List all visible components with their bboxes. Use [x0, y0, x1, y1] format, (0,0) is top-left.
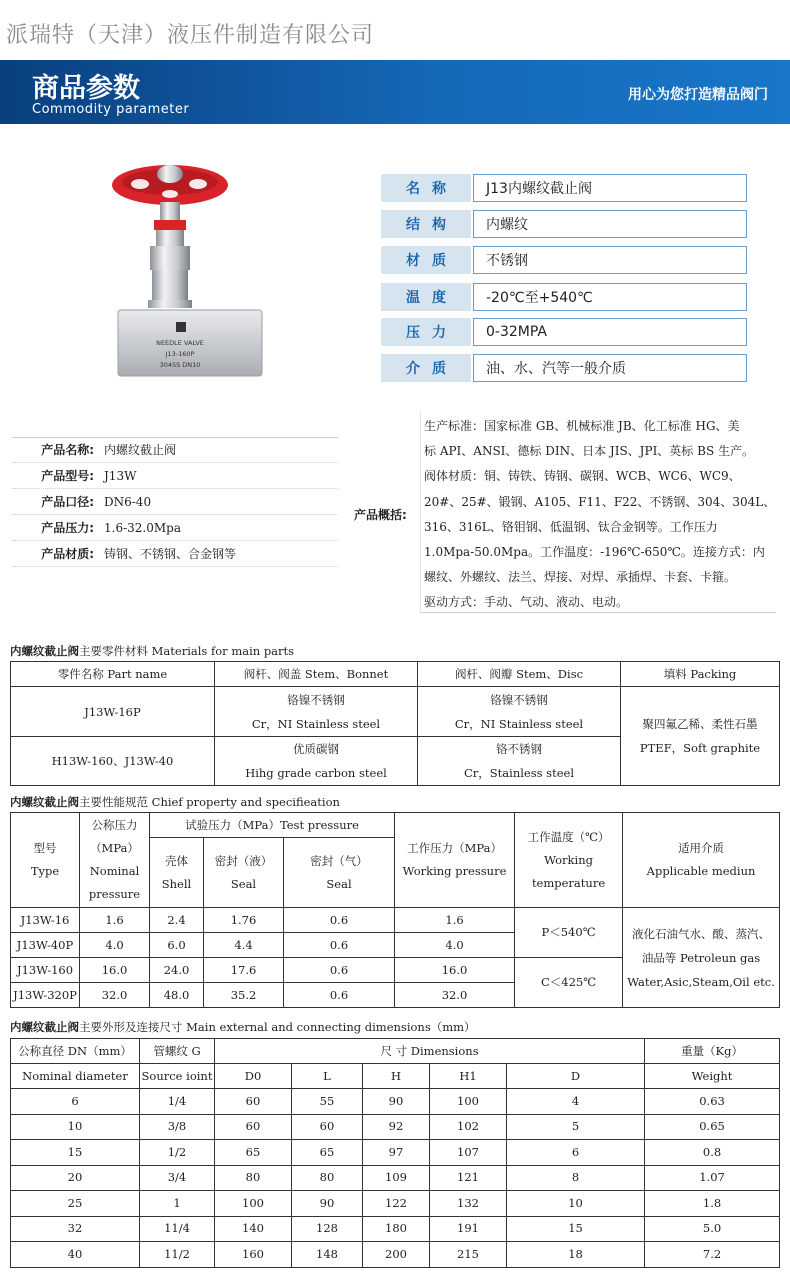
- overview-line: 标 API、ANSI、德标 DIN、日本 JIS、JPI、英标 BS 生产。: [424, 444, 754, 459]
- spec-title: [10, 794, 340, 810]
- company-name: 派瑞特（天津）液压件制造有限公司: [6, 23, 375, 48]
- info-value: J13W: [104, 468, 137, 483]
- param-label: 温度: [381, 283, 471, 311]
- table-cell: 90: [292, 1191, 363, 1217]
- table-cell: J13W-40P: [11, 933, 80, 958]
- valve-product-image: [110, 160, 270, 380]
- overview-line: 316、316L、铬钼钢、低温钢、钛合金钢等。工作压力: [424, 519, 718, 534]
- table-cell: 25: [11, 1191, 140, 1217]
- dims-title-bold: 内螺纹截止阀: [10, 1020, 79, 1034]
- table-header: 公称直径 DN（mm）: [11, 1039, 140, 1064]
- section-banner: [0, 60, 790, 124]
- table-cell: 1.8: [645, 1191, 780, 1217]
- divider: [420, 412, 421, 612]
- cell-line: Cr，Stainless steel: [464, 766, 574, 780]
- table-cell: 18: [507, 1242, 645, 1268]
- table-row: [11, 1165, 780, 1191]
- cell-line: Seal: [230, 876, 257, 891]
- table-row: [11, 1242, 780, 1268]
- table-header: 管螺纹 G: [140, 1039, 215, 1064]
- table-cell: 3/4: [140, 1165, 215, 1191]
- table-cell: 11/4: [140, 1216, 215, 1242]
- table-cell: 55: [292, 1089, 363, 1115]
- param-label: 名称: [381, 174, 471, 202]
- cell-line: 壳体: [165, 853, 188, 868]
- cell-line: Type: [30, 864, 60, 878]
- table-cell: 107: [430, 1140, 507, 1166]
- table-cell: 215: [430, 1242, 507, 1268]
- table-cell: 32.0: [395, 983, 515, 1008]
- table-cell: 132: [430, 1191, 507, 1217]
- table-row: [11, 1114, 780, 1140]
- info-row: [12, 515, 338, 541]
- materials-title-bold: 内螺纹截止阀: [10, 644, 79, 658]
- table-cell: [418, 737, 621, 786]
- table-cell: 80: [215, 1165, 292, 1191]
- table-cell: J13W-16P: [11, 687, 215, 737]
- table-header: Source ioint: [140, 1064, 215, 1089]
- table-cell: 128: [292, 1216, 363, 1242]
- table-cell: 1.07: [645, 1165, 780, 1191]
- table-header: 阀杆、阀盖 Stem、Bonnet: [215, 662, 418, 687]
- table-cell: 1/4: [140, 1089, 215, 1115]
- table-row: [11, 1191, 780, 1217]
- cell-line: Cr，NI Stainless steel: [251, 716, 381, 731]
- table-header: [395, 813, 515, 908]
- table-cell: 102: [430, 1114, 507, 1140]
- param-row-structure: [381, 210, 747, 238]
- table-cell: C＜425℃: [515, 958, 623, 1008]
- cell-line: （MPa）: [90, 841, 139, 855]
- spec-table: [10, 812, 780, 1008]
- table-header: Weight: [645, 1064, 780, 1089]
- param-value: 内螺纹: [473, 210, 747, 238]
- table-row: [11, 1089, 780, 1115]
- table-cell: 92: [363, 1114, 430, 1140]
- param-row-name: [381, 174, 747, 202]
- table-header: 重量（Kg）: [645, 1039, 780, 1064]
- param-label: 结构: [381, 210, 471, 238]
- cell-line: 铬镍不锈钢: [287, 692, 345, 707]
- cell-line: 工作压力（MPa）: [407, 841, 502, 855]
- cell-line: 密封（液）: [214, 853, 273, 868]
- valve-engraving-1: NEEDLE VALVE: [156, 339, 204, 347]
- table-header: [11, 813, 80, 908]
- table-row: [11, 908, 780, 933]
- cell-line: Nominal: [89, 864, 140, 878]
- table-cell: 1.76: [204, 908, 284, 933]
- overview-line: 螺纹、外螺纹、法兰、焊接、对焊、承插焊、卡套、卡箍。: [424, 570, 737, 585]
- table-cell: 0.63: [645, 1089, 780, 1115]
- param-value: 不锈钢: [473, 246, 747, 274]
- table-cell: 100: [215, 1191, 292, 1217]
- table-cell: 3/8: [140, 1114, 215, 1140]
- table-cell: 32: [11, 1216, 140, 1242]
- info-value: 铸钢、不锈钢、合金钢等: [104, 547, 237, 561]
- cell-line: Cr，NI Stainless steel: [454, 716, 584, 731]
- table-row: [11, 1216, 780, 1242]
- table-header: 零件名称 Part name: [11, 662, 215, 687]
- table-header: [150, 838, 204, 908]
- info-value: 内螺纹截止阀: [104, 443, 177, 457]
- table-cell: [215, 737, 418, 786]
- table-cell: 4.0: [395, 933, 515, 958]
- table-header: 试验压力（MPa）Test pressure: [150, 813, 395, 838]
- table-cell: 160: [215, 1242, 292, 1268]
- valve-engraving-2: J13-160P: [165, 350, 195, 358]
- table-cell: 6: [507, 1140, 645, 1166]
- table-row: [11, 1140, 780, 1166]
- table-cell: 1.6: [80, 908, 150, 933]
- info-value: 1.6-32.0Mpa: [104, 520, 181, 535]
- param-value: -20℃至+540℃: [473, 283, 747, 311]
- banner-title: 商品参数: [32, 73, 140, 104]
- info-row: [12, 437, 338, 463]
- table-cell: 200: [363, 1242, 430, 1268]
- table-cell: 65: [292, 1140, 363, 1166]
- valve-engraving-3: 304SS DN10: [159, 361, 201, 369]
- table-cell: 6.0: [150, 933, 204, 958]
- table-cell: 109: [363, 1165, 430, 1191]
- table-cell: 0.6: [284, 958, 395, 983]
- table-header: H: [363, 1064, 430, 1089]
- table-cell: 100: [430, 1089, 507, 1115]
- banner-subtitle: Commodity parameter: [32, 102, 190, 117]
- table-header: D0: [215, 1064, 292, 1089]
- cell-line: 公称压力: [91, 818, 138, 832]
- info-label: 产品名称:: [41, 443, 94, 457]
- table-cell: 90: [363, 1089, 430, 1115]
- info-value: DN6-40: [104, 494, 152, 509]
- materials-title-rest: 主要零件材料 Materials for main parts: [79, 644, 295, 658]
- table-cell: 60: [292, 1114, 363, 1140]
- table-cell: 60: [215, 1114, 292, 1140]
- table-cell: 17.6: [204, 958, 284, 983]
- cell-line: 铬镍不锈钢: [490, 692, 548, 707]
- divider: [420, 612, 776, 613]
- table-header: [80, 813, 150, 908]
- table-cell: 5.0: [645, 1216, 780, 1242]
- table-cell: 121: [430, 1165, 507, 1191]
- table-cell: 0.6: [284, 908, 395, 933]
- table-cell: 4: [507, 1089, 645, 1115]
- table-cell: 140: [215, 1216, 292, 1242]
- table-cell: 180: [363, 1216, 430, 1242]
- table-cell: 97: [363, 1140, 430, 1166]
- product-info-list: [12, 437, 338, 567]
- info-label: 产品压力:: [41, 521, 94, 535]
- cell-line: Working: [544, 852, 593, 867]
- param-row-medium: [381, 354, 747, 382]
- dims-title: [10, 1019, 476, 1035]
- table-cell: 15: [11, 1140, 140, 1166]
- table-cell: 4.0: [80, 933, 150, 958]
- table-cell: 6: [11, 1089, 140, 1115]
- cell-line: Working pressure: [402, 864, 507, 878]
- table-cell: 15: [507, 1216, 645, 1242]
- table-cell: J13W-320P: [11, 983, 80, 1008]
- info-label: 产品材质:: [41, 547, 94, 561]
- table-cell: H13W-160、J13W-40: [11, 737, 215, 786]
- table-cell: 122: [363, 1191, 430, 1217]
- table-header: [623, 813, 780, 908]
- info-row: [12, 489, 338, 515]
- overview-line: 生产标准：国家标准 GB、机械标准 JB、化工标准 HG、美: [424, 419, 740, 433]
- materials-title: [10, 643, 294, 659]
- table-cell: 60: [215, 1089, 292, 1115]
- table-header: D: [507, 1064, 645, 1089]
- table-cell: [623, 908, 780, 1008]
- table-cell: 40: [11, 1242, 140, 1268]
- table-cell: 148: [292, 1242, 363, 1268]
- dimensions-table: [10, 1038, 780, 1268]
- banner-slogan: 用心为您打造精品阀门: [628, 87, 768, 103]
- cell-line: Seal: [326, 876, 352, 891]
- spec-title-bold: 内螺纹截止阀: [10, 795, 79, 809]
- cell-line: 工作温度（℃）: [527, 829, 610, 844]
- table-cell: 0.8: [645, 1140, 780, 1166]
- info-label: 产品型号:: [41, 469, 94, 483]
- table-cell: 16.0: [80, 958, 150, 983]
- table-cell: [621, 687, 780, 786]
- table-cell: 191: [430, 1216, 507, 1242]
- table-cell: 4.4: [204, 933, 284, 958]
- table-cell: 1/2: [140, 1140, 215, 1166]
- cell-line: temperature: [531, 875, 606, 890]
- table-header: L: [292, 1064, 363, 1089]
- overview-text: [424, 414, 778, 616]
- dims-title-rest: 主要外形及连接尺寸 Main external and connecting dimensions（mm）: [79, 1020, 476, 1034]
- param-row-material: [381, 246, 747, 274]
- table-header: 阀杆、阀瓣 Stem、Disc: [418, 662, 621, 687]
- param-row-temperature: [381, 283, 747, 311]
- table-cell: 35.2: [204, 983, 284, 1008]
- param-label: 材质: [381, 246, 471, 274]
- cell-line: 优质碳钢: [293, 742, 339, 756]
- cell-line: PTEF，Soft graphite: [639, 741, 761, 755]
- table-cell: 1: [140, 1191, 215, 1217]
- cell-line: 密封（气）: [310, 853, 368, 868]
- overview-line: 驱动方式：手动、气动、液动、电动。: [424, 595, 629, 610]
- table-header: H1: [430, 1064, 507, 1089]
- cell-line: 油品等 Petroleun gas: [641, 950, 761, 965]
- table-cell: 0.6: [284, 933, 395, 958]
- cell-line: 液化石油气水、酸、蒸汽、: [632, 926, 771, 941]
- table-cell: 48.0: [150, 983, 204, 1008]
- table-cell: 0.65: [645, 1114, 780, 1140]
- param-label: 介质: [381, 354, 471, 382]
- table-cell: 2.4: [150, 908, 204, 933]
- info-label: 产品口径:: [41, 495, 94, 509]
- param-value: 油、水、汽等一般介质: [473, 354, 747, 382]
- cell-line: Water,Asic,Steam,Oil etc.: [627, 974, 775, 989]
- param-value: J13内螺纹截止阀: [473, 174, 747, 202]
- table-header: [515, 813, 623, 908]
- param-row-pressure: [381, 318, 747, 346]
- cell-line: Hihg grade carbon steel: [245, 766, 387, 780]
- table-cell: [215, 687, 418, 737]
- cell-line: 聚四氟乙稀、柔性石墨: [642, 717, 758, 731]
- cell-line: pressure: [88, 887, 141, 901]
- table-header: [204, 838, 284, 908]
- overview-label: 产品概括:: [354, 508, 407, 522]
- table-cell: J13W-160: [11, 958, 80, 983]
- cell-line: 适用介质: [678, 841, 725, 855]
- table-cell: 5: [507, 1114, 645, 1140]
- spec-title-rest: 主要性能规范 Chief property and specifieation: [79, 795, 340, 809]
- table-cell: P＜540℃: [515, 908, 623, 958]
- table-cell: 8: [507, 1165, 645, 1191]
- table-cell: [418, 687, 621, 737]
- table-header: Nominal diameter: [11, 1064, 140, 1089]
- cell-line: 型号: [33, 841, 57, 855]
- param-value: 0-32MPA: [473, 318, 747, 346]
- table-cell: 65: [215, 1140, 292, 1166]
- cell-line: 铬不锈钢: [496, 742, 542, 756]
- param-label: 压力: [381, 318, 471, 346]
- table-cell: 16.0: [395, 958, 515, 983]
- table-cell: 10: [11, 1114, 140, 1140]
- cell-line: Applicable mediun: [646, 864, 756, 878]
- table-cell: 80: [292, 1165, 363, 1191]
- materials-table: [10, 661, 780, 786]
- table-cell: 24.0: [150, 958, 204, 983]
- table-cell: 32.0: [80, 983, 150, 1008]
- table-header: [284, 838, 395, 908]
- info-row: [12, 541, 338, 567]
- cell-line: Shell: [161, 876, 192, 891]
- overview-line: 阀体材质：铜、铸铁、铸钢、碳钢、WCB、WC6、WC9、: [424, 469, 741, 484]
- dimensions-body: [11, 1089, 780, 1268]
- table-header: 尺 寸 Dimensions: [215, 1039, 645, 1064]
- overview-line: 20#、25#、锻钢、A105、F11、F22、不锈钢、304、304L、: [424, 494, 776, 509]
- table-cell: 11/2: [140, 1242, 215, 1268]
- table-cell: 1.6: [395, 908, 515, 933]
- table-header: 填料 Packing: [621, 662, 780, 687]
- table-cell: 20: [11, 1165, 140, 1191]
- table-cell: 10: [507, 1191, 645, 1217]
- table-cell: 0.6: [284, 983, 395, 1008]
- table-cell: J13W-16: [11, 908, 80, 933]
- info-row: [12, 463, 338, 489]
- overview-line: 1.0Mpa-50.0Mpa。工作温度：-196℃-650℃。连接方式：内: [424, 545, 765, 560]
- table-cell: 7.2: [645, 1242, 780, 1268]
